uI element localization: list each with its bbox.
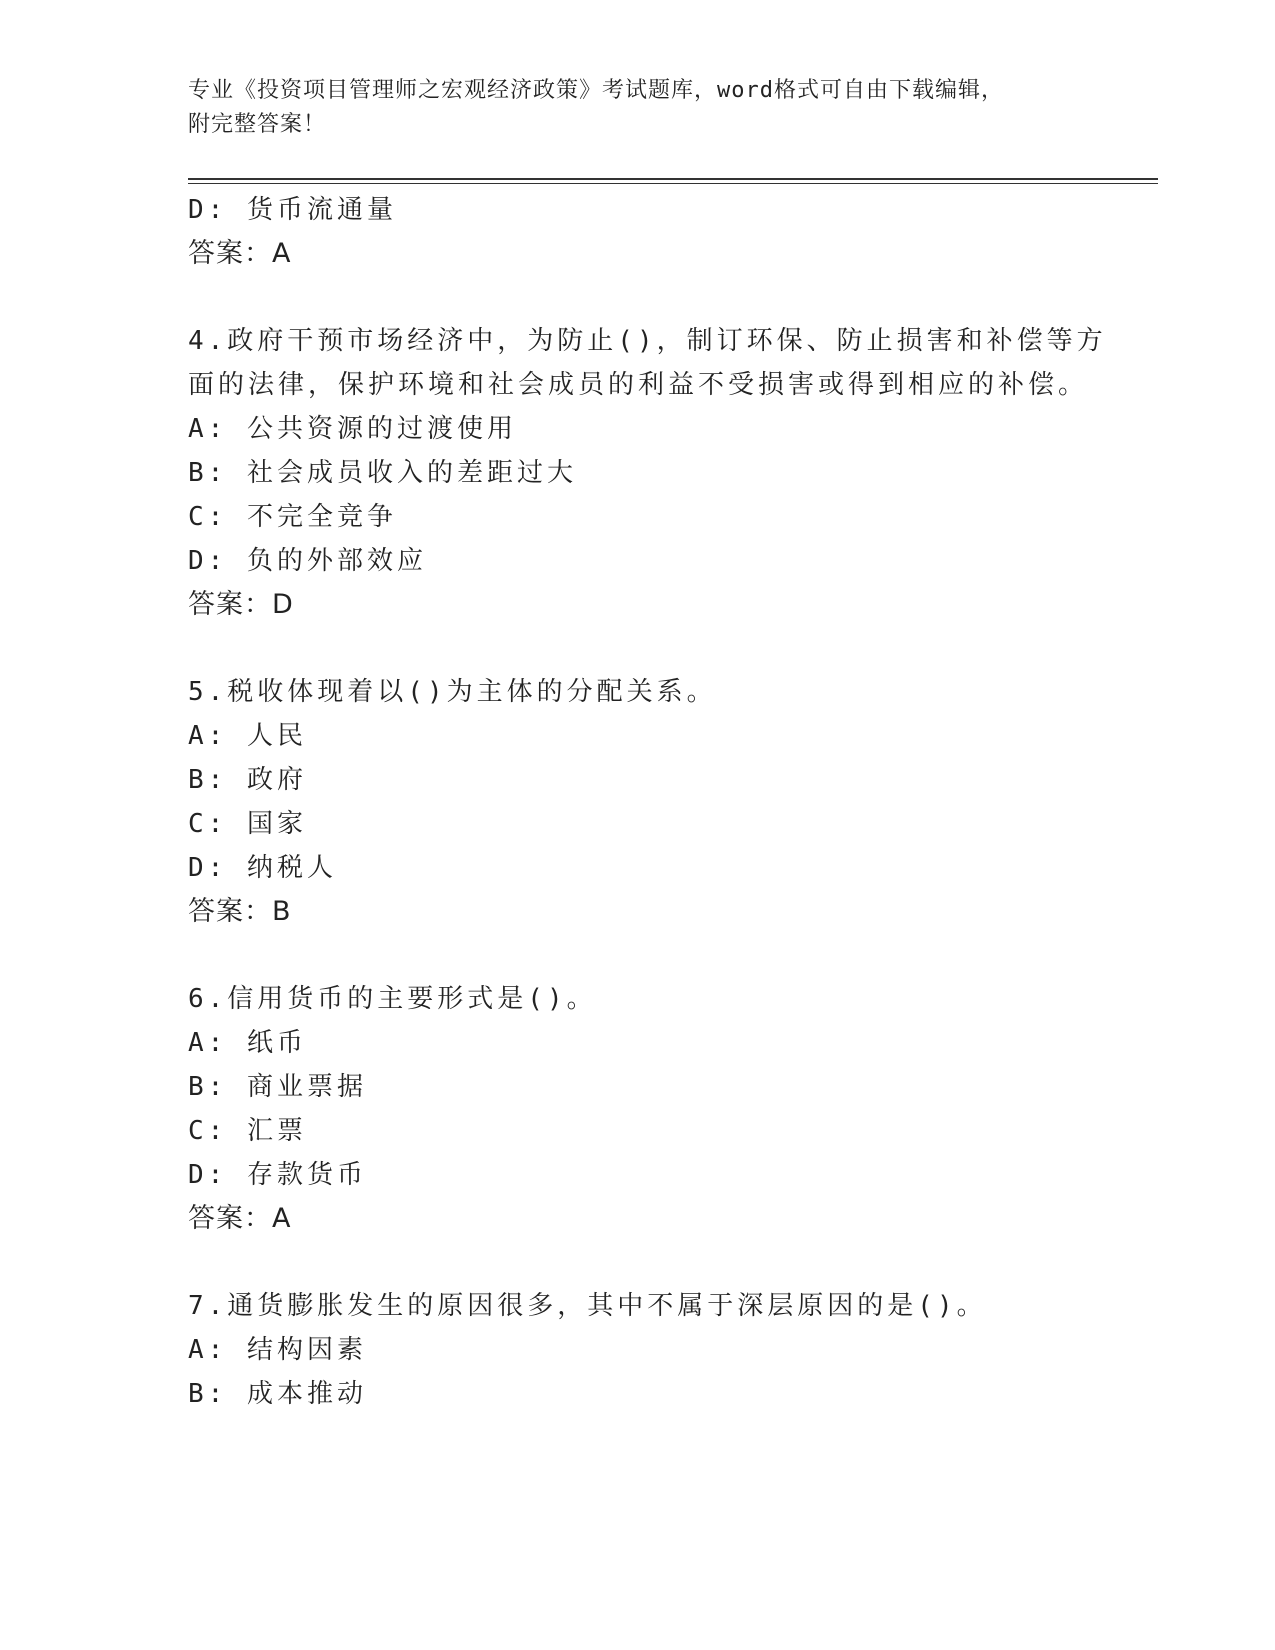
q4-option-c: C: 不完全竞争 [188,502,397,532]
q4-option-d: D: 负的外部效应 [188,546,427,576]
q6-option-b: B: 商业票据 [188,1072,367,1102]
q7-option-b: B: 成本推动 [188,1379,367,1409]
q6-stem: 6.信用货币的主要形式是()。 [188,984,597,1014]
q4-stem-line-1: 4.政府干预市场经济中，为防止()，制订环保、防止损害和补偿等方 [188,326,1107,356]
prev-option-d: D: 货币流通量 [188,195,397,225]
q7-option-a: A: 结构因素 [188,1335,367,1365]
q5-answer: 答案：B [188,896,292,927]
q5-option-c: C: 国家 [188,809,307,839]
header-line-1: 专业《投资项目管理师之宏观经济政策》考试题库，word格式可自由下载编辑， [188,78,1004,103]
q6-answer: 答案：A [188,1203,292,1234]
document-header [188,74,1088,142]
q4-option-a: A: 公共资源的过渡使用 [188,414,517,444]
q4-stem-line-2: 面的法律，保护环境和社会成员的利益不受损害或得到相应的补偿。 [188,370,1089,400]
q4-answer: 答案：D [188,589,294,620]
header-divider-thick [188,178,1158,180]
q5-stem: 5.税收体现着以()为主体的分配关系。 [188,677,717,707]
q6-option-d: D: 存款货币 [188,1160,367,1190]
q5-option-b: B: 政府 [188,765,307,795]
q4-option-b: B: 社会成员收入的差距过大 [188,458,577,488]
prev-answer: 答案：A [188,238,292,269]
q7-stem: 7.通货膨胀发生的原因很多，其中不属于深层原因的是()。 [188,1291,987,1321]
q5-option-a: A: 人民 [188,721,307,751]
q6-option-c: C: 汇票 [188,1116,307,1146]
header-divider-thin [188,183,1158,184]
header-line-2: 附完整答案！ [188,112,327,137]
q5-option-d: D: 纳税人 [188,853,337,883]
q6-option-a: A: 纸币 [188,1028,307,1058]
